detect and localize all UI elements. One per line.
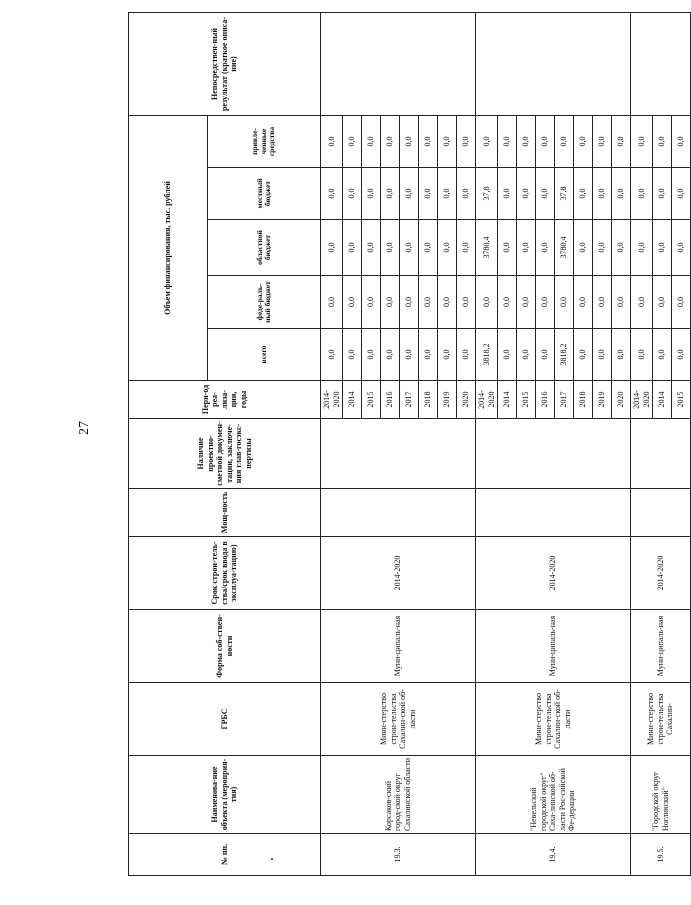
cell-local: 0,0 <box>574 168 593 220</box>
cell-federal: 0,0 <box>574 276 593 329</box>
cell-period: 2014-2020 <box>476 381 498 419</box>
cell-local: 0,0 <box>612 168 631 220</box>
cell-local: 0,0 <box>381 168 400 220</box>
cell-federal: 0,0 <box>362 276 381 329</box>
rotated-table-frame <box>128 13 686 876</box>
cell-local: 37,8 <box>476 168 498 220</box>
cell-local: 0,0 <box>362 168 381 220</box>
cell-local: 0,0 <box>343 168 362 220</box>
cell-regional: 0,0 <box>672 220 691 276</box>
cell-regional: 3780,4 <box>555 220 574 276</box>
cell-period: 2014 <box>343 381 362 419</box>
table-row <box>321 13 343 876</box>
cell-regional: 0,0 <box>536 220 555 276</box>
cell-period: 2015 <box>517 381 536 419</box>
cell-period: 2014-2020 <box>631 381 653 419</box>
header-term: Срок строи-тель-ства/срок ввода в эксплуа-тацию) <box>129 537 321 610</box>
object-grbs: Мини-стерство строи-тельства Сахалин-ской об-ласти <box>321 683 476 756</box>
cell-total: 0,0 <box>612 329 631 381</box>
object-name: "Невельский городской округ" Саха-линской об-ласти Рос-сийской Фе-дерации <box>476 756 631 834</box>
cell-period: 2014 <box>498 381 517 419</box>
cell-attracted: 0,0 <box>362 116 381 168</box>
cell-local: 0,0 <box>517 168 536 220</box>
cell-total: 0,0 <box>536 329 555 381</box>
object-number: 19.3. <box>321 834 476 876</box>
cell-local: 0,0 <box>536 168 555 220</box>
cell-federal: 0,0 <box>555 276 574 329</box>
header-ownership: Форма соб-ствен-ности <box>129 610 321 683</box>
cell-regional: 0,0 <box>457 220 476 276</box>
header-no: № пп. <box>129 834 321 876</box>
cell-regional: 0,0 <box>593 220 612 276</box>
cell-attracted: 0,0 <box>631 116 653 168</box>
cell-local: 0,0 <box>498 168 517 220</box>
cell-regional: 0,0 <box>498 220 517 276</box>
cell-federal: 0,0 <box>457 276 476 329</box>
object-term: 2014-2020 <box>321 537 476 610</box>
cell-attracted: 0,0 <box>381 116 400 168</box>
cell-total: 0,0 <box>653 329 672 381</box>
object-ownership: Муни-ципаль-ная <box>631 610 691 683</box>
object-name: Корсаков-ский город-ской округ Сахалинской области <box>321 756 476 834</box>
object-docs <box>321 419 476 489</box>
header-attracted: привле-ченные средства <box>208 116 321 168</box>
cell-total: 0,0 <box>321 329 343 381</box>
header-funding: Объем финансирования, тыс. рублей <box>129 116 208 381</box>
cell-federal: 0,0 <box>631 276 653 329</box>
cell-regional: 0,0 <box>400 220 419 276</box>
cell-regional: 0,0 <box>381 220 400 276</box>
cell-total: 0,0 <box>574 329 593 381</box>
object-name: "Городской округ Ногликский" <box>631 756 691 834</box>
cell-period: 2016 <box>536 381 555 419</box>
object-result <box>631 13 691 116</box>
object-result <box>476 13 631 116</box>
cell-period: 2018 <box>574 381 593 419</box>
cell-period: 2016 <box>381 381 400 419</box>
cell-regional: 0,0 <box>321 220 343 276</box>
cell-period: 2019 <box>593 381 612 419</box>
object-docs <box>476 419 631 489</box>
cell-regional: 0,0 <box>612 220 631 276</box>
header-total: всего <box>208 329 321 381</box>
cell-regional: 0,0 <box>343 220 362 276</box>
table-body <box>321 13 691 876</box>
cell-total: 0,0 <box>498 329 517 381</box>
cell-attracted: 0,0 <box>400 116 419 168</box>
cell-local: 0,0 <box>457 168 476 220</box>
cell-attracted: 0,0 <box>343 116 362 168</box>
object-docs <box>631 419 691 489</box>
cell-period: 2014-2020 <box>321 381 343 419</box>
cell-federal: 0,0 <box>419 276 438 329</box>
cell-local: 0,0 <box>321 168 343 220</box>
cell-attracted: 0,0 <box>574 116 593 168</box>
page-number: 27 <box>77 421 92 435</box>
cell-period: 2015 <box>362 381 381 419</box>
cell-total: 0,0 <box>438 329 457 381</box>
cell-regional: 0,0 <box>574 220 593 276</box>
cell-attracted: 0,0 <box>498 116 517 168</box>
cell-federal: 0,0 <box>498 276 517 329</box>
cell-period: 2020 <box>457 381 476 419</box>
cell-period: 2018 <box>419 381 438 419</box>
object-grbs: Мини-стерство строи-тельства Сахалин-ской об-ласти <box>476 683 631 756</box>
cell-local: 0,0 <box>593 168 612 220</box>
cell-total: 0,0 <box>457 329 476 381</box>
cell-local: 0,0 <box>672 168 691 220</box>
cell-federal: 0,0 <box>343 276 362 329</box>
cell-period: 2017 <box>555 381 574 419</box>
cell-local: 0,0 <box>653 168 672 220</box>
cell-total: 0,0 <box>672 329 691 381</box>
cell-federal: 0,0 <box>321 276 343 329</box>
cell-federal: 0,0 <box>381 276 400 329</box>
cell-total: 3818,2 <box>555 329 574 381</box>
cell-federal: 0,0 <box>536 276 555 329</box>
cell-regional: 3780,4 <box>476 220 498 276</box>
header-period: Пери-од реа-лиза-ции, годы <box>129 381 321 419</box>
cell-attracted: 0,0 <box>419 116 438 168</box>
funding-table <box>128 12 691 876</box>
cell-federal: 0,0 <box>672 276 691 329</box>
cell-period: 2015 <box>672 381 691 419</box>
object-result <box>321 13 476 116</box>
cell-attracted: 0,0 <box>555 116 574 168</box>
cell-period: 2017 <box>400 381 419 419</box>
table-row <box>476 13 498 876</box>
object-number: 19.5. <box>631 834 691 876</box>
object-number: 19.4. <box>476 834 631 876</box>
object-capacity <box>476 489 631 537</box>
cell-federal: 0,0 <box>476 276 498 329</box>
cell-regional: 0,0 <box>419 220 438 276</box>
cell-attracted: 0,0 <box>517 116 536 168</box>
cell-local: 0,0 <box>400 168 419 220</box>
cell-period: 2014 <box>653 381 672 419</box>
cell-attracted: 0,0 <box>672 116 691 168</box>
cell-federal: 0,0 <box>400 276 419 329</box>
header-federal: феде-раль-ный бюджет <box>208 276 321 329</box>
table-header <box>129 13 321 876</box>
cell-regional: 0,0 <box>631 220 653 276</box>
header-regional: областной бюджет <box>208 220 321 276</box>
object-term: 2014-2020 <box>631 537 691 610</box>
cell-total: 0,0 <box>362 329 381 381</box>
cell-total: 3818,2 <box>476 329 498 381</box>
cell-attracted: 0,0 <box>612 116 631 168</box>
object-grbs: Мини-стерство строи-тельства Сахалин- <box>631 683 691 756</box>
cell-federal: 0,0 <box>653 276 672 329</box>
cell-local: 0,0 <box>631 168 653 220</box>
header-name: Наименова-ние объекта (мероприя-тия) <box>129 756 321 834</box>
cell-regional: 0,0 <box>653 220 672 276</box>
cell-attracted: 0,0 <box>536 116 555 168</box>
cell-regional: 0,0 <box>517 220 536 276</box>
header-docs: Наличие проектно-сметной докумен-тации, заключе-ния глав-госэкс-пертизы <box>129 419 321 489</box>
object-term: 2014-2020 <box>476 537 631 610</box>
cell-total: 0,0 <box>631 329 653 381</box>
object-ownership: Муни-ципаль-ная <box>321 610 476 683</box>
cell-regional: 0,0 <box>362 220 381 276</box>
header-capacity: Мощ-ность <box>129 489 321 537</box>
cell-local: 0,0 <box>438 168 457 220</box>
cell-total: 0,0 <box>343 329 362 381</box>
cell-attracted: 0,0 <box>438 116 457 168</box>
cell-regional: 0,0 <box>438 220 457 276</box>
object-ownership: Муни-ципаль-ная <box>476 610 631 683</box>
cell-total: 0,0 <box>517 329 536 381</box>
header-local: местный бюджет <box>208 168 321 220</box>
cell-attracted: 0,0 <box>476 116 498 168</box>
table-row <box>631 13 653 876</box>
cell-federal: 0,0 <box>438 276 457 329</box>
cell-attracted: 0,0 <box>593 116 612 168</box>
cell-period: 2020 <box>612 381 631 419</box>
cell-period: 2019 <box>438 381 457 419</box>
cell-attracted: 0,0 <box>321 116 343 168</box>
cell-total: 0,0 <box>400 329 419 381</box>
header-result: Непосредствен-ный результат (краткое описа-ние) <box>129 13 321 116</box>
cell-local: 37,8 <box>555 168 574 220</box>
cell-total: 0,0 <box>419 329 438 381</box>
cell-attracted: 0,0 <box>457 116 476 168</box>
header-grbs: ГРБС <box>129 683 321 756</box>
cell-attracted: 0,0 <box>653 116 672 168</box>
cell-federal: 0,0 <box>517 276 536 329</box>
cell-federal: 0,0 <box>612 276 631 329</box>
object-capacity <box>321 489 476 537</box>
cell-total: 0,0 <box>593 329 612 381</box>
object-capacity <box>631 489 691 537</box>
cell-local: 0,0 <box>419 168 438 220</box>
cell-total: 0,0 <box>381 329 400 381</box>
cell-federal: 0,0 <box>593 276 612 329</box>
